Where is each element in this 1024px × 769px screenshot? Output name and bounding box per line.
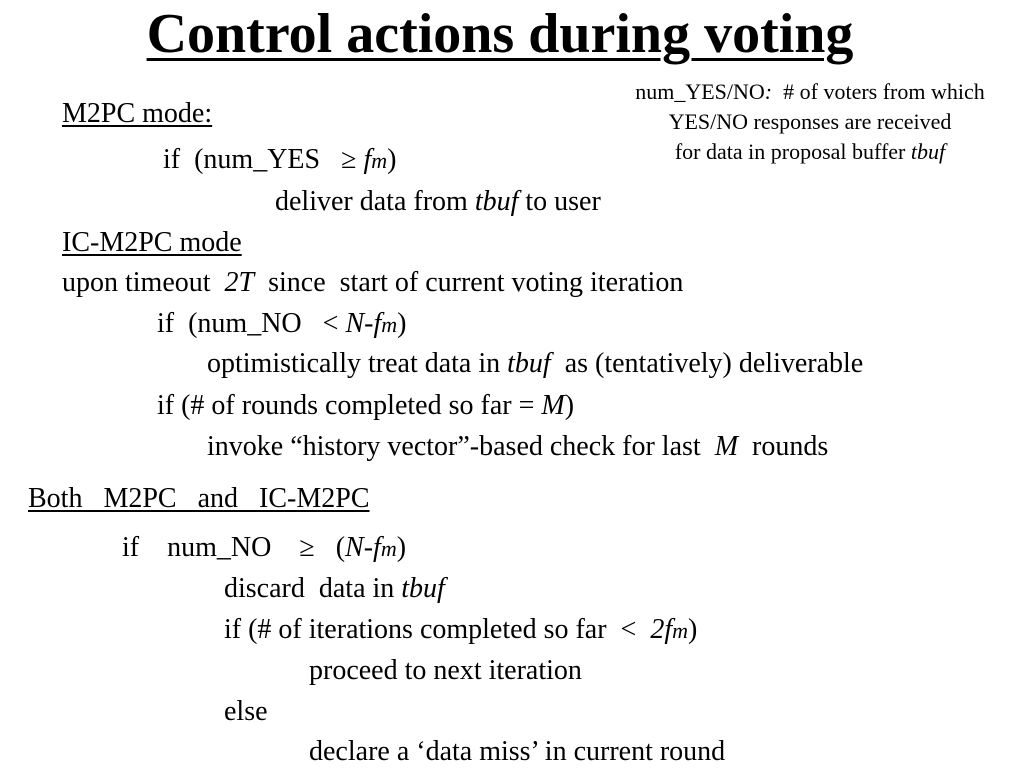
- m2pc-action: deliver data from tbuf to user: [275, 186, 601, 217]
- note-line-3: for data in proposal buffer tbuf: [674, 139, 946, 164]
- m2pc-heading: M2PC mode:: [62, 98, 213, 129]
- both-else: else: [224, 696, 268, 727]
- definition-note: [600, 77, 1020, 167]
- ic-m2pc-timeout: upon timeout 2T since start of current voting iteration: [62, 267, 684, 298]
- ic-m2pc-condition-1: if (num_NO < N-fm): [157, 308, 407, 339]
- note-line-2: YES/NO responses are received: [668, 109, 952, 134]
- both-proceed: proceed to next iteration: [309, 655, 582, 686]
- note-line-1: num_YES/NO: # of voters from which: [635, 79, 985, 104]
- both-iteration-check: if (# of iterations completed so far < 2fm): [224, 614, 698, 645]
- ic-m2pc-action-2: invoke “history vector”-based check for last M rounds: [207, 431, 829, 462]
- ic-m2pc-condition-2: if (# of rounds completed so far = M): [157, 390, 575, 421]
- m2pc-condition: if (num_YES ≥ fm): [163, 144, 397, 175]
- ic-m2pc-heading: IC-M2PC mode: [62, 227, 242, 258]
- both-condition: if num_NO ≥ (N-fm): [122, 532, 407, 563]
- both-declare: declare a ‘data miss’ in current round: [309, 736, 726, 767]
- both-discard: discard data in tbuf: [224, 573, 445, 604]
- page-title: Control actions during voting: [146, 3, 854, 65]
- both-heading: Both M2PC and IC-M2PC: [28, 483, 370, 514]
- ic-m2pc-action-1: optimistically treat data in tbuf as (tentatively) deliverable: [207, 348, 864, 379]
